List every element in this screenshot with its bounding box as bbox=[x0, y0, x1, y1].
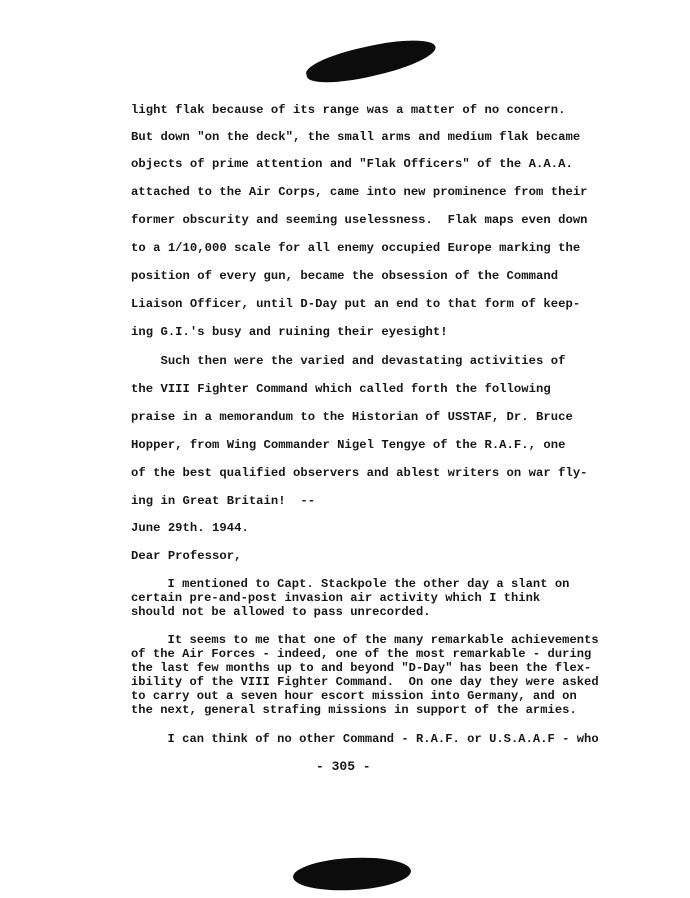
letter-line: I mentioned to Capt. Stackpole the other day a slant on bbox=[131, 577, 570, 591]
body-line: objects of prime attention and "Flak Officers" of the A.A.A. bbox=[131, 157, 573, 171]
body-line: Hopper, from Wing Commander Nigel Tengye of the R.A.F., one bbox=[131, 438, 566, 452]
body-line: Such then were the varied and devastating activities of bbox=[131, 354, 566, 368]
body-line: light flak because of its range was a matter of no concern. bbox=[131, 103, 566, 117]
letter-line: I can think of no other Command - R.A.F. or U.S.A.A.F - who bbox=[131, 732, 599, 746]
body-line: praise in a memorandum to the Historian of USSTAF, Dr. Bruce bbox=[131, 410, 573, 424]
redaction-mark-bottom bbox=[292, 855, 412, 893]
letter-line: to carry out a seven hour escort mission into Germany, and on bbox=[131, 689, 577, 703]
letter-line: ibility of the VIII Fighter Command. On one day they were asked bbox=[131, 675, 599, 689]
letter-line: It seems to me that one of the many remarkable achievements bbox=[131, 633, 599, 647]
body-line: ing in Great Britain! -- bbox=[131, 494, 316, 508]
body-line: But down "on the deck", the small arms and medium flak became bbox=[131, 130, 581, 144]
body-line: attached to the Air Corps, came into new prominence from their bbox=[131, 185, 588, 199]
body-line: Liaison Officer, until D-Day put an end to that form of keep- bbox=[131, 297, 581, 311]
redaction-mark-top bbox=[303, 32, 438, 91]
page-number: - 305 - bbox=[316, 759, 371, 774]
letter-date: June 29th. 1944. bbox=[131, 521, 249, 535]
body-line: to a 1/10,000 scale for all enemy occupied Europe marking the bbox=[131, 241, 581, 255]
body-line: ing G.I.'s busy and ruining their eyesight! bbox=[131, 325, 448, 339]
letter-salutation: Dear Professor, bbox=[131, 549, 242, 563]
body-line: former obscurity and seeming uselessness. Flak maps even down bbox=[131, 213, 588, 227]
letter-line: the next, general strafing missions in support of the armies. bbox=[131, 703, 577, 717]
letter-line: of the Air Forces - indeed, one of the most remarkable - during bbox=[131, 647, 592, 661]
body-line: of the best qualified observers and ablest writers on war fly- bbox=[131, 466, 588, 480]
body-line: position of every gun, became the obsession of the Command bbox=[131, 269, 559, 283]
body-line: the VIII Fighter Command which called forth the following bbox=[131, 382, 551, 396]
letter-line: should not be allowed to pass unrecorded. bbox=[131, 605, 431, 619]
letter-line: certain pre-and-post invasion air activity which I think bbox=[131, 591, 541, 605]
letter-line: the last few months up to and beyond "D-Day" has been the flex- bbox=[131, 661, 592, 675]
